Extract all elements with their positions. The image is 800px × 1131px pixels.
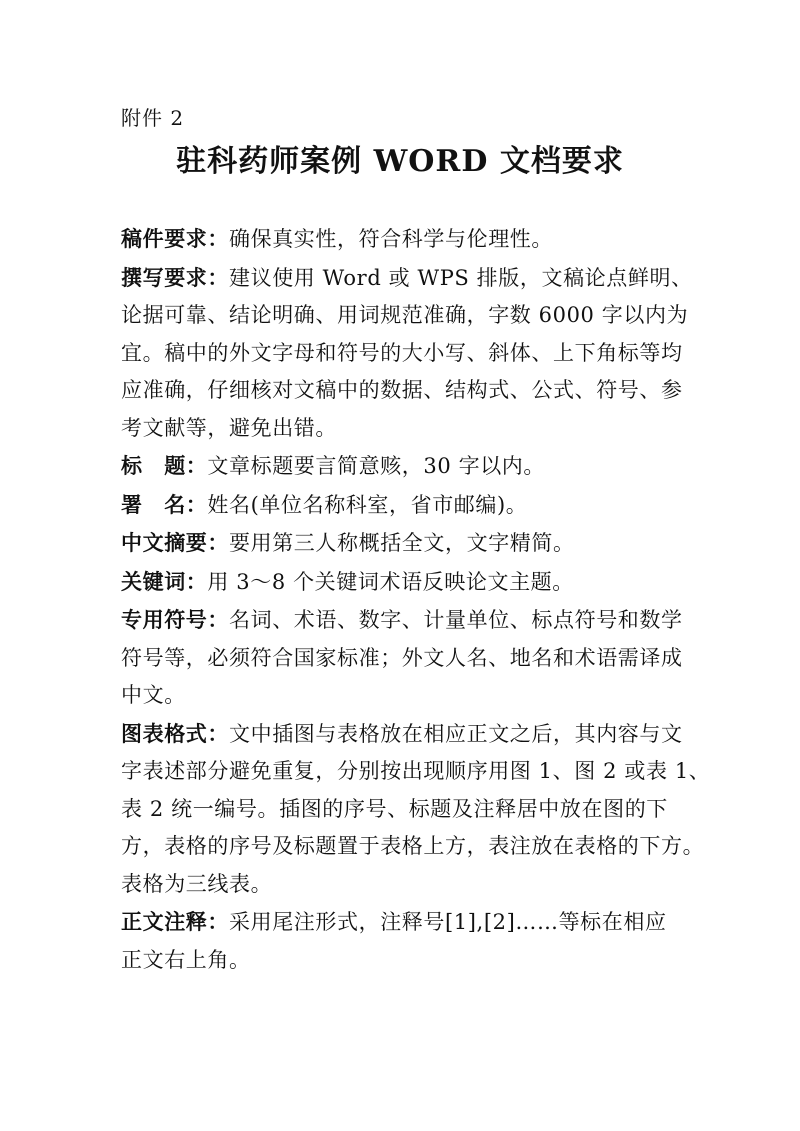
section-line — [121, 486, 691, 525]
section-text: 姓名(单位名称科室，省市邮编)。 — [207, 492, 528, 517]
section-notes — [121, 903, 691, 979]
section-text: 考文献等，避免出错。 — [121, 415, 337, 440]
section-line — [121, 903, 691, 942]
section-text: 字表述部分避免重复，分别按出现顺序用图 1、图 2 或表 1、 — [121, 759, 711, 783]
section-label: 图表格式： — [121, 720, 229, 746]
section-label: 中文摘要： — [121, 530, 229, 555]
section-text: 表格为三线表。 — [121, 871, 273, 896]
section-writing — [121, 259, 691, 448]
section-line — [121, 220, 691, 259]
section-line — [121, 524, 691, 563]
section-text: 应准确，仔细核对文稿中的数据、结构式、公式、符号、参 — [121, 378, 683, 402]
section-abstract — [121, 524, 691, 563]
section-text: 中文。 — [121, 683, 186, 707]
section-text: 表 2 统一编号。插图的序号、标题及注释居中放在图的下 — [121, 796, 668, 821]
section-line — [121, 447, 691, 486]
section-text: 文章标题要言简意赅，30 字以内。 — [207, 454, 546, 478]
section-label: 正文注释： — [121, 909, 229, 934]
section-symbols — [121, 601, 691, 715]
section-label: 标 题： — [121, 453, 208, 478]
section-label: 署 名： — [121, 491, 208, 517]
section-text: 方，表格的序号及标题置于表格上方，表注放在表格的下方。 — [121, 834, 705, 858]
section-text: 采用尾注形式，注释号[1],[2]……等标在相应 — [229, 910, 667, 934]
section-text: 符号等，必须符合国家标准；外文人名、地名和术语需译成 — [121, 645, 683, 670]
requirements-body — [121, 220, 711, 979]
section-manuscript — [121, 220, 691, 259]
section-title-rule — [121, 447, 691, 486]
section-figures-tables — [121, 715, 711, 904]
section-text: 文中插图与表格放在相应正文之后，其内容与文 — [229, 721, 683, 746]
section-line — [121, 601, 691, 640]
section-label: 关键词： — [121, 568, 208, 594]
section-text: 宜。稿中的外文字母和符号的大小写、斜体、上下角标等均 — [121, 340, 683, 365]
section-signature — [121, 486, 691, 525]
section-label: 撰写要求： — [121, 264, 229, 290]
section-label: 专用符号： — [121, 607, 229, 632]
section-line — [121, 259, 691, 298]
section-keywords — [121, 563, 691, 602]
section-line — [121, 715, 691, 754]
section-text: 用 3～8 个关键词术语反映论文主题。 — [207, 569, 574, 594]
attachment-label: 附件 2 — [121, 106, 185, 130]
section-text: 要用第三人称概括全文，文字精简。 — [229, 531, 575, 555]
section-line — [121, 563, 691, 602]
section-label: 稿件要求： — [121, 226, 229, 251]
section-text: 名词、术语、数字、计量单位、标点符号和数学 — [229, 608, 683, 632]
document-title: 驻科药师案例 WORD 文档要求 — [176, 144, 624, 179]
section-text: 确保真实性，符合科学与伦理性。 — [229, 227, 553, 251]
section-text: 正文右上角。 — [121, 947, 251, 972]
section-text: 论据可靠、结论明确、用词规范准确，字数 6000 字以内为 — [121, 303, 689, 327]
section-text: 建议使用 Word 或 WPS 排版，文稿论点鲜明、 — [229, 265, 693, 290]
